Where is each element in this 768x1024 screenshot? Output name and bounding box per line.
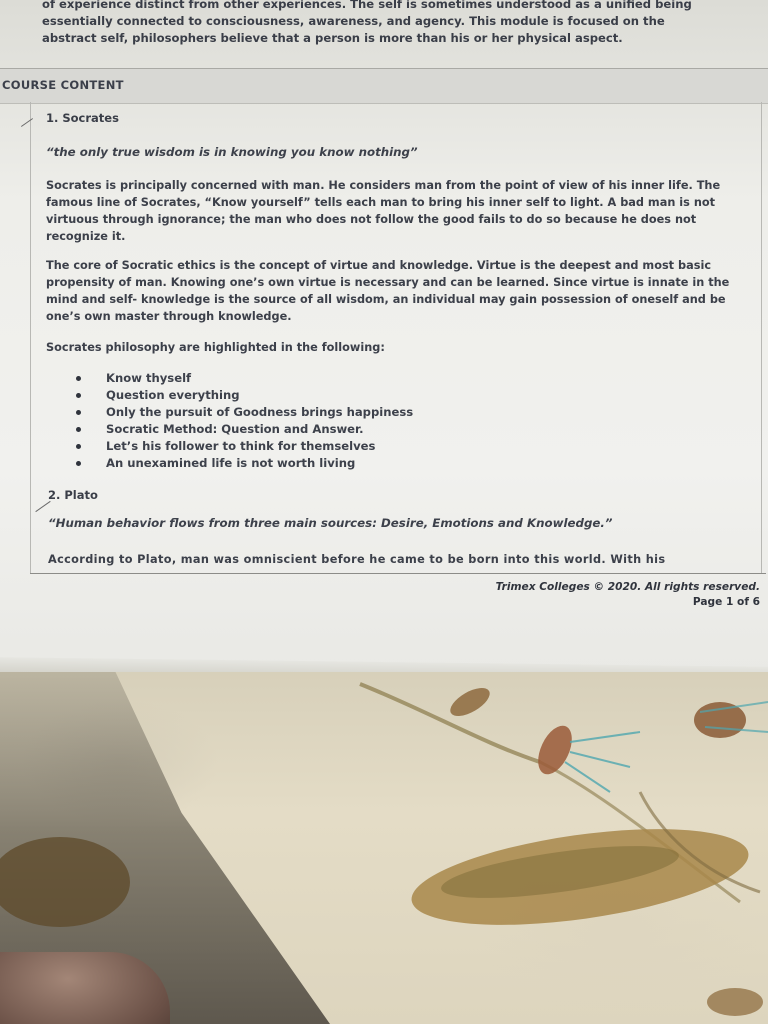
list-item: Socratic Method: Question and Answer. <box>72 421 413 438</box>
footer-divider <box>30 573 766 574</box>
page-footer <box>496 580 760 610</box>
content-frame <box>30 102 762 574</box>
list-item: Know thyself <box>72 370 413 387</box>
socrates-paragraph-1: Socrates is principally concerned with man. He considers man from the point of view of his inner life. The famous line of Socrates, “Know yourself” tells each man to bring his inner self to light. A bad man is not virtuous through ignorance; the man who does not follow the good fails to do so because he does not recognize it. <box>46 179 721 243</box>
list-item: Only the pursuit of Goodness brings happiness <box>72 404 413 421</box>
socrates-bullet-list <box>72 370 413 472</box>
page-number: Page 1 of 6 <box>692 596 760 608</box>
footer-copyright: Trimex Colleges © 2020. All rights reserved. <box>495 581 760 593</box>
intro-line-1: of experience distinct from other experiences. The self is sometimes understood as a unified being <box>42 0 692 11</box>
finger-shape <box>0 952 170 1024</box>
socrates-quote: “the only true wisdom is in knowing you know nothing” <box>46 145 418 159</box>
section-header-bar <box>0 68 768 104</box>
section-title: COURSE CONTENT <box>2 78 124 92</box>
background-cloth <box>0 672 768 1024</box>
socrates-list-intro: Socrates philosophy are highlighted in the following: <box>46 341 385 354</box>
socrates-heading: 1. Socrates <box>46 111 119 125</box>
plato-heading: 2. Plato <box>48 488 98 502</box>
plato-quote: “Human behavior flows from three main sources: Desire, Emotions and Knowledge.” <box>48 516 613 530</box>
intro-line-3: abstract self, philosophers believe that a person is more than his or her physical aspect. <box>42 31 623 45</box>
list-item: Question everything <box>72 387 413 404</box>
plato-paragraph: According to Plato, man was omniscient before he came to be born into this world. With his <box>48 553 666 566</box>
intro-line-2: essentially connected to consciousness, awareness, and agency. This module is focused on the <box>42 14 665 28</box>
socrates-paragraph-2: The core of Socratic ethics is the concept of virtue and knowledge. Virtue is the deepest and most basic propensity of man. Knowing one’s own virtue is necessary and can be learned. Since virtue is innate in the mind and self- knowledge is the source of all wisdom, an individual may gain possession of oneself and be one’s own master through knowledge. <box>46 259 730 323</box>
list-item: Let’s his follower to think for themselves <box>72 438 413 455</box>
intro-paragraph <box>42 0 754 47</box>
list-item: An unexamined life is not worth living <box>72 455 413 472</box>
